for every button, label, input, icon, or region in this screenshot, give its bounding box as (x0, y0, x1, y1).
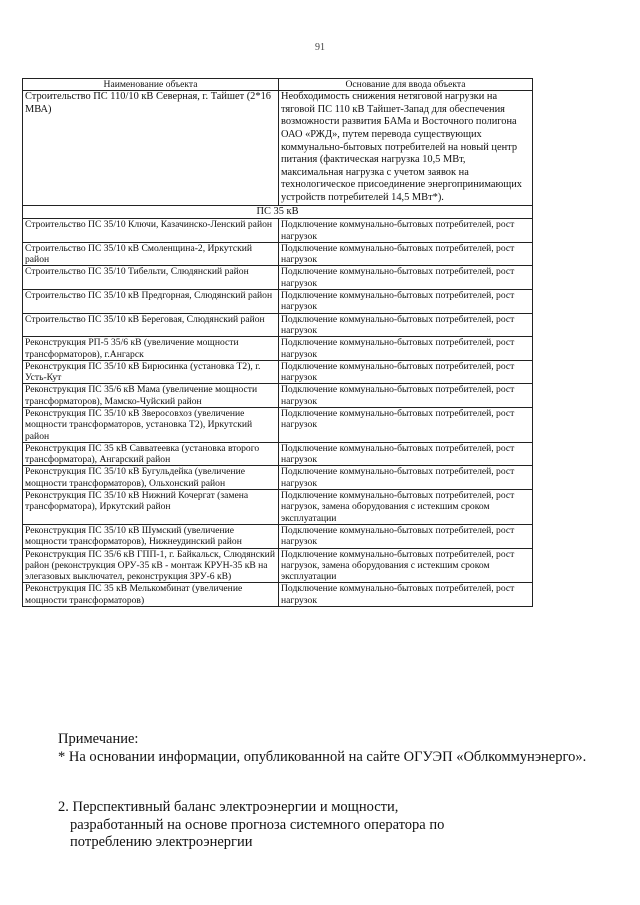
object-name-cell: Реконструкция ПС 35/6 кВ ГПП-1, г. Байкальск, Слюдянский район (реконструкция ОРУ-35 кВ - монтаж КРУН-35 кВ на элегазовых выключател, реконструкция ЗРУ-6 кВ) (23, 548, 279, 583)
section-heading-number: 2. (58, 799, 69, 815)
table-row (23, 242, 533, 266)
object-basis-cell: Подключение коммунально-бытовых потребителей, рост нагрузок (279, 242, 533, 266)
object-name-cell: Реконструкция РП-5 35/6 кВ (увеличение мощности трансформаторов), г.Ангарск (23, 337, 279, 361)
object-basis-cell: Подключение коммунально-бытовых потребителей, рост нагрузок (279, 583, 533, 607)
column-header-basis: Основание для ввода объекта (279, 79, 533, 91)
object-basis-cell: Подключение коммунально-бытовых потребителей, рост нагрузок (279, 442, 533, 466)
table-row (23, 290, 533, 314)
object-basis-cell: Подключение коммунально-бытовых потребителей, рост нагрузок, замена оборудования с истекшим сроком эксплуатации (279, 490, 533, 525)
table-row (23, 466, 533, 490)
object-name-cell: Строительство ПС 110/10 кВ Северная, г. Тайшет (2*16 МВА) (23, 91, 279, 205)
table-row (23, 524, 533, 548)
table-row (23, 219, 533, 243)
section-heading-line: Перспективный баланс электроэнергии и мощности, (72, 799, 399, 815)
object-name-cell: Реконструкция ПС 35/10 кВ Нижний Кочергат (замена трансформатора), Иркутский район (23, 490, 279, 525)
object-basis-cell: Необходимость снижения нетяговой нагрузки на тяговой ПС 110 кВ Тайшет-Запад для обеспечения возможности развития БАМа и Восточного полигона ОАО «РЖД», путем перевода существующих коммунально-бытовых потребителей на новый центр питания (фактическая нагрузка 10,5 МВт, максимальная нагрузка с учетом заявок на технологическое присоединение энергопринимающих устройств потребителей 14,5 МВт*). (279, 91, 533, 205)
table-section-row (23, 205, 533, 219)
object-name-cell: Реконструкция ПС 35/10 кВ Бирюсинка (установка Т2), г. Усть-Кут (23, 360, 279, 384)
object-basis-cell: Подключение коммунально-бытовых потребителей, рост нагрузок (279, 524, 533, 548)
object-basis-cell: Подключение коммунально-бытовых потребителей, рост нагрузок (279, 407, 533, 442)
table-row (23, 313, 533, 337)
table-row (23, 360, 533, 384)
table-row (23, 384, 533, 408)
section-heading-line: потреблению электроэнергии (70, 834, 253, 850)
table-row (23, 490, 533, 525)
object-name-cell: Строительство ПС 35/10 кВ Береговая, Слюдянский район (23, 313, 279, 337)
section-title: ПС 35 кВ (23, 205, 533, 219)
note-text: * На основании информации, опубликованной на сайте ОГУЭП «Облкоммунэнерго». (58, 749, 587, 765)
object-basis-cell: Подключение коммунально-бытовых потребителей, рост нагрузок (279, 466, 533, 490)
object-basis-cell: Подключение коммунально-бытовых потребителей, рост нагрузок (279, 313, 533, 337)
table-row (23, 442, 533, 466)
page-number: 91 (315, 42, 325, 53)
section-heading (58, 799, 498, 852)
object-basis-cell: Подключение коммунально-бытовых потребителей, рост нагрузок (279, 219, 533, 243)
object-name-cell: Реконструкция ПС 35/10 кВ Зверосовхоз (увеличение мощности трансформаторов, установка Т2), Иркутский район (23, 407, 279, 442)
object-basis-cell: Подключение коммунально-бытовых потребителей, рост нагрузок (279, 384, 533, 408)
object-name-cell: Строительство ПС 35/10 Тибельти, Слюдянский район (23, 266, 279, 290)
table-row (23, 337, 533, 361)
table-row-lead (23, 91, 533, 205)
object-basis-cell: Подключение коммунально-бытовых потребителей, рост нагрузок, замена оборудования с истекшим сроком эксплуатации (279, 548, 533, 583)
object-name-cell: Реконструкция ПС 35 кВ Савватеевка (установка второго трансформатора), Ангарский район (23, 442, 279, 466)
table-row (23, 583, 533, 607)
column-header-name: Наименование объекта (23, 79, 279, 91)
object-basis-cell: Подключение коммунально-бытовых потребителей, рост нагрузок (279, 337, 533, 361)
section-heading-line: разработанный на основе прогноза системного оператора по (70, 816, 445, 833)
object-name-cell: Строительство ПС 35/10 кВ Предгорная, Слюдянский район (23, 290, 279, 314)
object-name-cell: Строительство ПС 35/10 кВ Смоленщина-2, Иркутский район (23, 242, 279, 266)
object-name-cell: Реконструкция ПС 35/6 кВ Мама (увеличение мощности трансформаторов), Мамско-Чуйский район (23, 384, 279, 408)
object-basis-cell: Подключение коммунально-бытовых потребителей, рост нагрузок (279, 290, 533, 314)
table-row (23, 548, 533, 583)
objects-table (22, 78, 533, 607)
table-row (23, 266, 533, 290)
object-name-cell: Реконструкция ПС 35/10 кВ Шумский (увеличение мощности трансформаторов), Нижнеудинский район (23, 524, 279, 548)
table-row (23, 407, 533, 442)
object-name-cell: Реконструкция ПС 35/10 кВ Бугульдейка (увеличение мощности трансформаторов), Ольхонский район (23, 466, 279, 490)
object-name-cell: Строительство ПС 35/10 Ключи, Казачинско-Ленский район (23, 219, 279, 243)
table-header-row (23, 79, 533, 91)
object-basis-cell: Подключение коммунально-бытовых потребителей, рост нагрузок (279, 360, 533, 384)
object-name-cell: Реконструкция ПС 35 кВ Мелькомбинат (увеличение мощности трансформаторов) (23, 583, 279, 607)
object-basis-cell: Подключение коммунально-бытовых потребителей, рост нагрузок (279, 266, 533, 290)
table-body (23, 91, 533, 607)
note-title: Примечание: (58, 731, 139, 747)
